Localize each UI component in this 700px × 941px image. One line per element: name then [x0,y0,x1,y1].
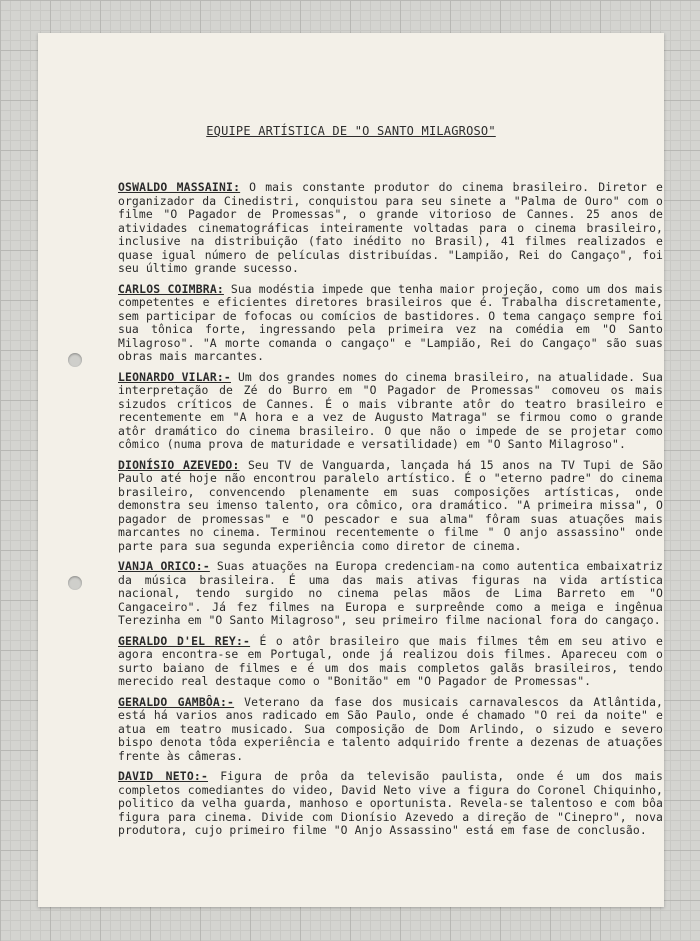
entry-text: Seu TV de Vanguarda, lançada há 15 anos na TV Tupi de São Paulo até hoje não encontrou paralelo artístico. É o "eterno padre" do cinema brasileiro, convencendo plenamente em suas composições artísticas, onde demonstra seu imenso talento, ora cômico, ora dramático. "A primeira missa", O pagador de promessas" e "O pescador e sua alma" fôram suas atuações mais marcantes no cinema. Terminou recentemente o filme " O anjo assassino" onde parte para sua segunda experiência como diretor de cinema. [118,457,664,553]
entry-text: Figura de prôa da televisão paulista, onde é um dos mais completos comediantes do video, David Neto vive a figura do Coronel Chiquinho, politico da velha guarda, manhoso e oportunista. Revela-se talentoso e com bôa figura para cinema. Divide com Dionísio Azevedo a direção de "Cinepro", nova produtora, cujo primeiro filme "O Anjo Assassino" está em fase de conclusão. [118,769,664,837]
entry-text: Um dos grandes nomes do cinema brasileiro, na atualidade. Sua interpretação de Zé do Burro em "O Pagador de Promessas" comoveu os mais sizudos críticos de Cannes. É o mais vibrante atôr do teatro brasileiro e recentemente em "A hora e a vez de Augusto Matraga" se firmou como o grande atôr dramático do cinema brasileiro. O que não o impede de se projetar como cômico (numa prova de maturidade e versatilidade) em "O Santo Milagroso". [118,369,663,451]
entry-text: Suas atuações na Europa credenciam-na como autentica embaixatriz da música brasileira. É uma das mais ativas figuras na vida artística nacional, tendo surgido no cinema pelas mãos de Lima Barreto em "O Cangaceiro". Já fez filmes na Europa e surpreênde como a meiga e ingênua Terezinha em "O Santo Milagroso", seu primeiro filme nacional fora do cangaço. [118,559,663,627]
entry-name: LEONARDO VILAR:- [118,369,231,384]
entry-text: Sua modéstia impede que tenha maior projeção, como um dos mais competentes e eficientes diretores brasileiros que é. Trabalha discretamente, sem participar de fofocas ou comícios de bastidores. O tema cangaço sempre foi sua tônica forte, ingressando pela primeira vez na comédia em "O Santo Milagroso". "A morte comanda o cangaço" e "Lampião, Rei do Cangaço" são suas obras mais marcantes. [118,281,663,363]
entry-name: CARLOS COIMBRA: [118,281,224,296]
cast-entry-geraldo-del-rey [118,635,663,689]
binder-hole [68,353,82,367]
entry-name: GERALDO GAMBÔA:- [118,694,235,709]
entry-name: DIONÍSIO AZEVEDO: [118,457,240,472]
entry-name: GERALDO D'EL REY:- [118,633,251,648]
document-page [38,33,664,907]
cast-entry-oswaldo-massaini [118,181,663,276]
entry-text: Veterano da fase dos musicais carnavalescos da Atlântida, está há varios anos radicado em São Paulo, onde é chamado "O rei da noite" e atua em teatro musicado. Sua composição de Dom Arlindo, o sizudo e severo bispo denota tôda experiência e talento adquirido frente a dezenas de atuações frente às câmeras. [118,694,663,763]
entry-name: VANJA ORICO:- [118,559,210,573]
cast-entry-dionisio-azevedo [118,459,663,554]
entry-name: OSWALDO MASSAINI: [118,180,241,194]
cast-entry-david-neto [118,770,663,838]
entry-name: DAVID NETO:- [118,769,209,783]
cast-entry-geraldo-gamboa [118,696,663,764]
entry-text: É o atôr brasileiro que mais filmes têm em seu ativo e agora encontra-se em Portugal, onde já realizou dois filmes. Apareceu com o surto baiano de filmes e é um dos mais completos galãs brasileiros, tendo merecido real destaque como o "Bonitão" em "O Pagador de Promessas". [118,633,663,688]
cast-entry-carlos-coimbra [118,283,663,364]
binder-hole [68,576,82,590]
document-title: EQUIPE ARTÍSTICA DE "O SANTO MILAGROSO" [206,124,496,138]
cast-entry-leonardo-vilar [118,371,663,452]
cast-entries [118,181,663,845]
entry-text: O mais constante produtor do cinema brasileiro. Diretor e organizador da Cinedistri, conquistou para seu sinete a "Palma de Ouro" com o filme "O Pagador de Promessas", o grande vitorioso de Cannes. 25 anos de atividades cinematográficas inteiramente voltadas para o cinema brasileiro, inclusive na distribuição (fato inédito no Brasil), 41 filmes realizados e quase igual número de películas distribuídas. "Lampião, Rei do Cangaço", foi seu último grande sucesso. [118,180,663,275]
cast-entry-vanja-orico [118,560,663,628]
